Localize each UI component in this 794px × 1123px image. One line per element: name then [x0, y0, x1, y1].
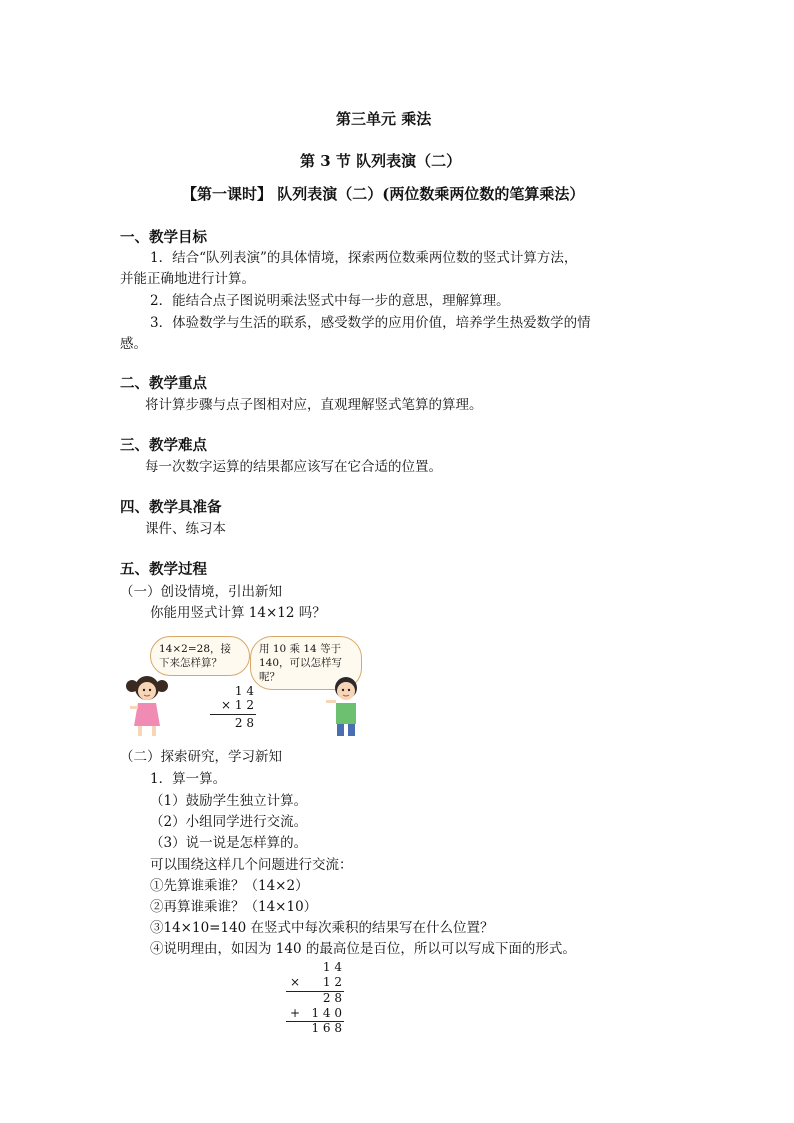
question-4: ④说明理由，如因为 140 的最高位是百位，所以可以写成下面的形式。: [150, 941, 576, 957]
part1-question: 你能用竖式计算 14×12 吗？: [150, 605, 326, 621]
difficulties-heading: 三、教学难点: [120, 437, 207, 454]
goal-2: 2．能结合点子图说明乘法竖式中每一步的意思，理解算理。: [150, 293, 510, 309]
calc2-row-2: 1 2: [322, 975, 342, 989]
girl-icon: [124, 670, 170, 740]
calc2-row-3: 2 8: [322, 991, 342, 1005]
boy-icon: [324, 670, 368, 740]
question-3: ③14×10=140 在竖式中每次乘积的结果写在什么位置？: [150, 920, 494, 936]
goal-3-line2: 感。: [120, 336, 147, 352]
difficulties-text: 每一次数字运算的结果都应该写在它合适的位置。: [145, 459, 442, 475]
illustration: [120, 632, 370, 742]
goal-1-line2: 并能正确地进行计算。: [120, 271, 255, 287]
goal-1-line1: 1．结合“队列表演”的具体情境，探索两位数乘两位数的竖式计算方法，: [150, 250, 578, 266]
key-points-text: 将计算步骤与点子图相对应，直观理解竖式笔算的算理。: [145, 397, 483, 413]
calc1-rule: [210, 714, 256, 715]
materials-text: 课件、练习本: [145, 521, 226, 537]
calc2-row-4: 1 4 0: [311, 1006, 342, 1020]
bubble-left-text: 14×2=28，接下来怎样算？: [159, 643, 231, 669]
sub-step-3: （3）说一说是怎样算的。: [150, 835, 308, 851]
materials-heading: 四、教学具准备: [120, 499, 222, 516]
step-1: 1．算一算。: [150, 771, 227, 787]
process-heading: 五、教学过程: [120, 561, 207, 578]
sub-step-2: （2）小组同学进行交流。: [150, 814, 308, 830]
unit-title: 第三单元 乘法: [336, 110, 432, 128]
calc2-plus-sign: +: [290, 1006, 301, 1020]
vertical-calculation-2: [286, 960, 356, 1036]
calc2-times-sign: ×: [290, 975, 301, 989]
goals-heading: 一、教学目标: [120, 229, 207, 246]
calc2-row-5: 1 6 8: [311, 1021, 342, 1035]
discuss-intro: 可以围绕这样几个问题进行交流：: [150, 857, 353, 873]
sub-step-1: （1）鼓励学生独立计算。: [150, 793, 308, 809]
part1-title: （一）创设情境，引出新知: [120, 584, 282, 600]
goal-3-line1: 3．体验数学与生活的联系，感受数学的应用价值，培养学生热爱数学的情: [150, 315, 591, 331]
calc1-row-2: × 1 2: [221, 698, 254, 712]
key-points-heading: 二、教学重点: [120, 375, 207, 392]
part2-title: （二）探索研究，学习新知: [120, 749, 282, 765]
section-title: 第 3 节 队列表演（二）: [300, 152, 462, 170]
calc1-row-3: 2 8: [234, 716, 254, 730]
calc1-row-1: 1 4: [234, 684, 254, 698]
question-1: ①先算谁乘谁？（14×2）: [150, 878, 309, 894]
lesson-title: 【第一课时】 队列表演（二）(两位数乘两位数的笔算乘法）: [182, 185, 585, 203]
vertical-calculation-1: [208, 684, 258, 740]
question-2: ②再算谁乘谁？（14×10）: [150, 899, 318, 915]
calc2-row-1: 1 4: [322, 960, 342, 974]
bubble-right-text: 用 10 乘 14 等于 140，可以怎样写呢？: [259, 643, 343, 683]
